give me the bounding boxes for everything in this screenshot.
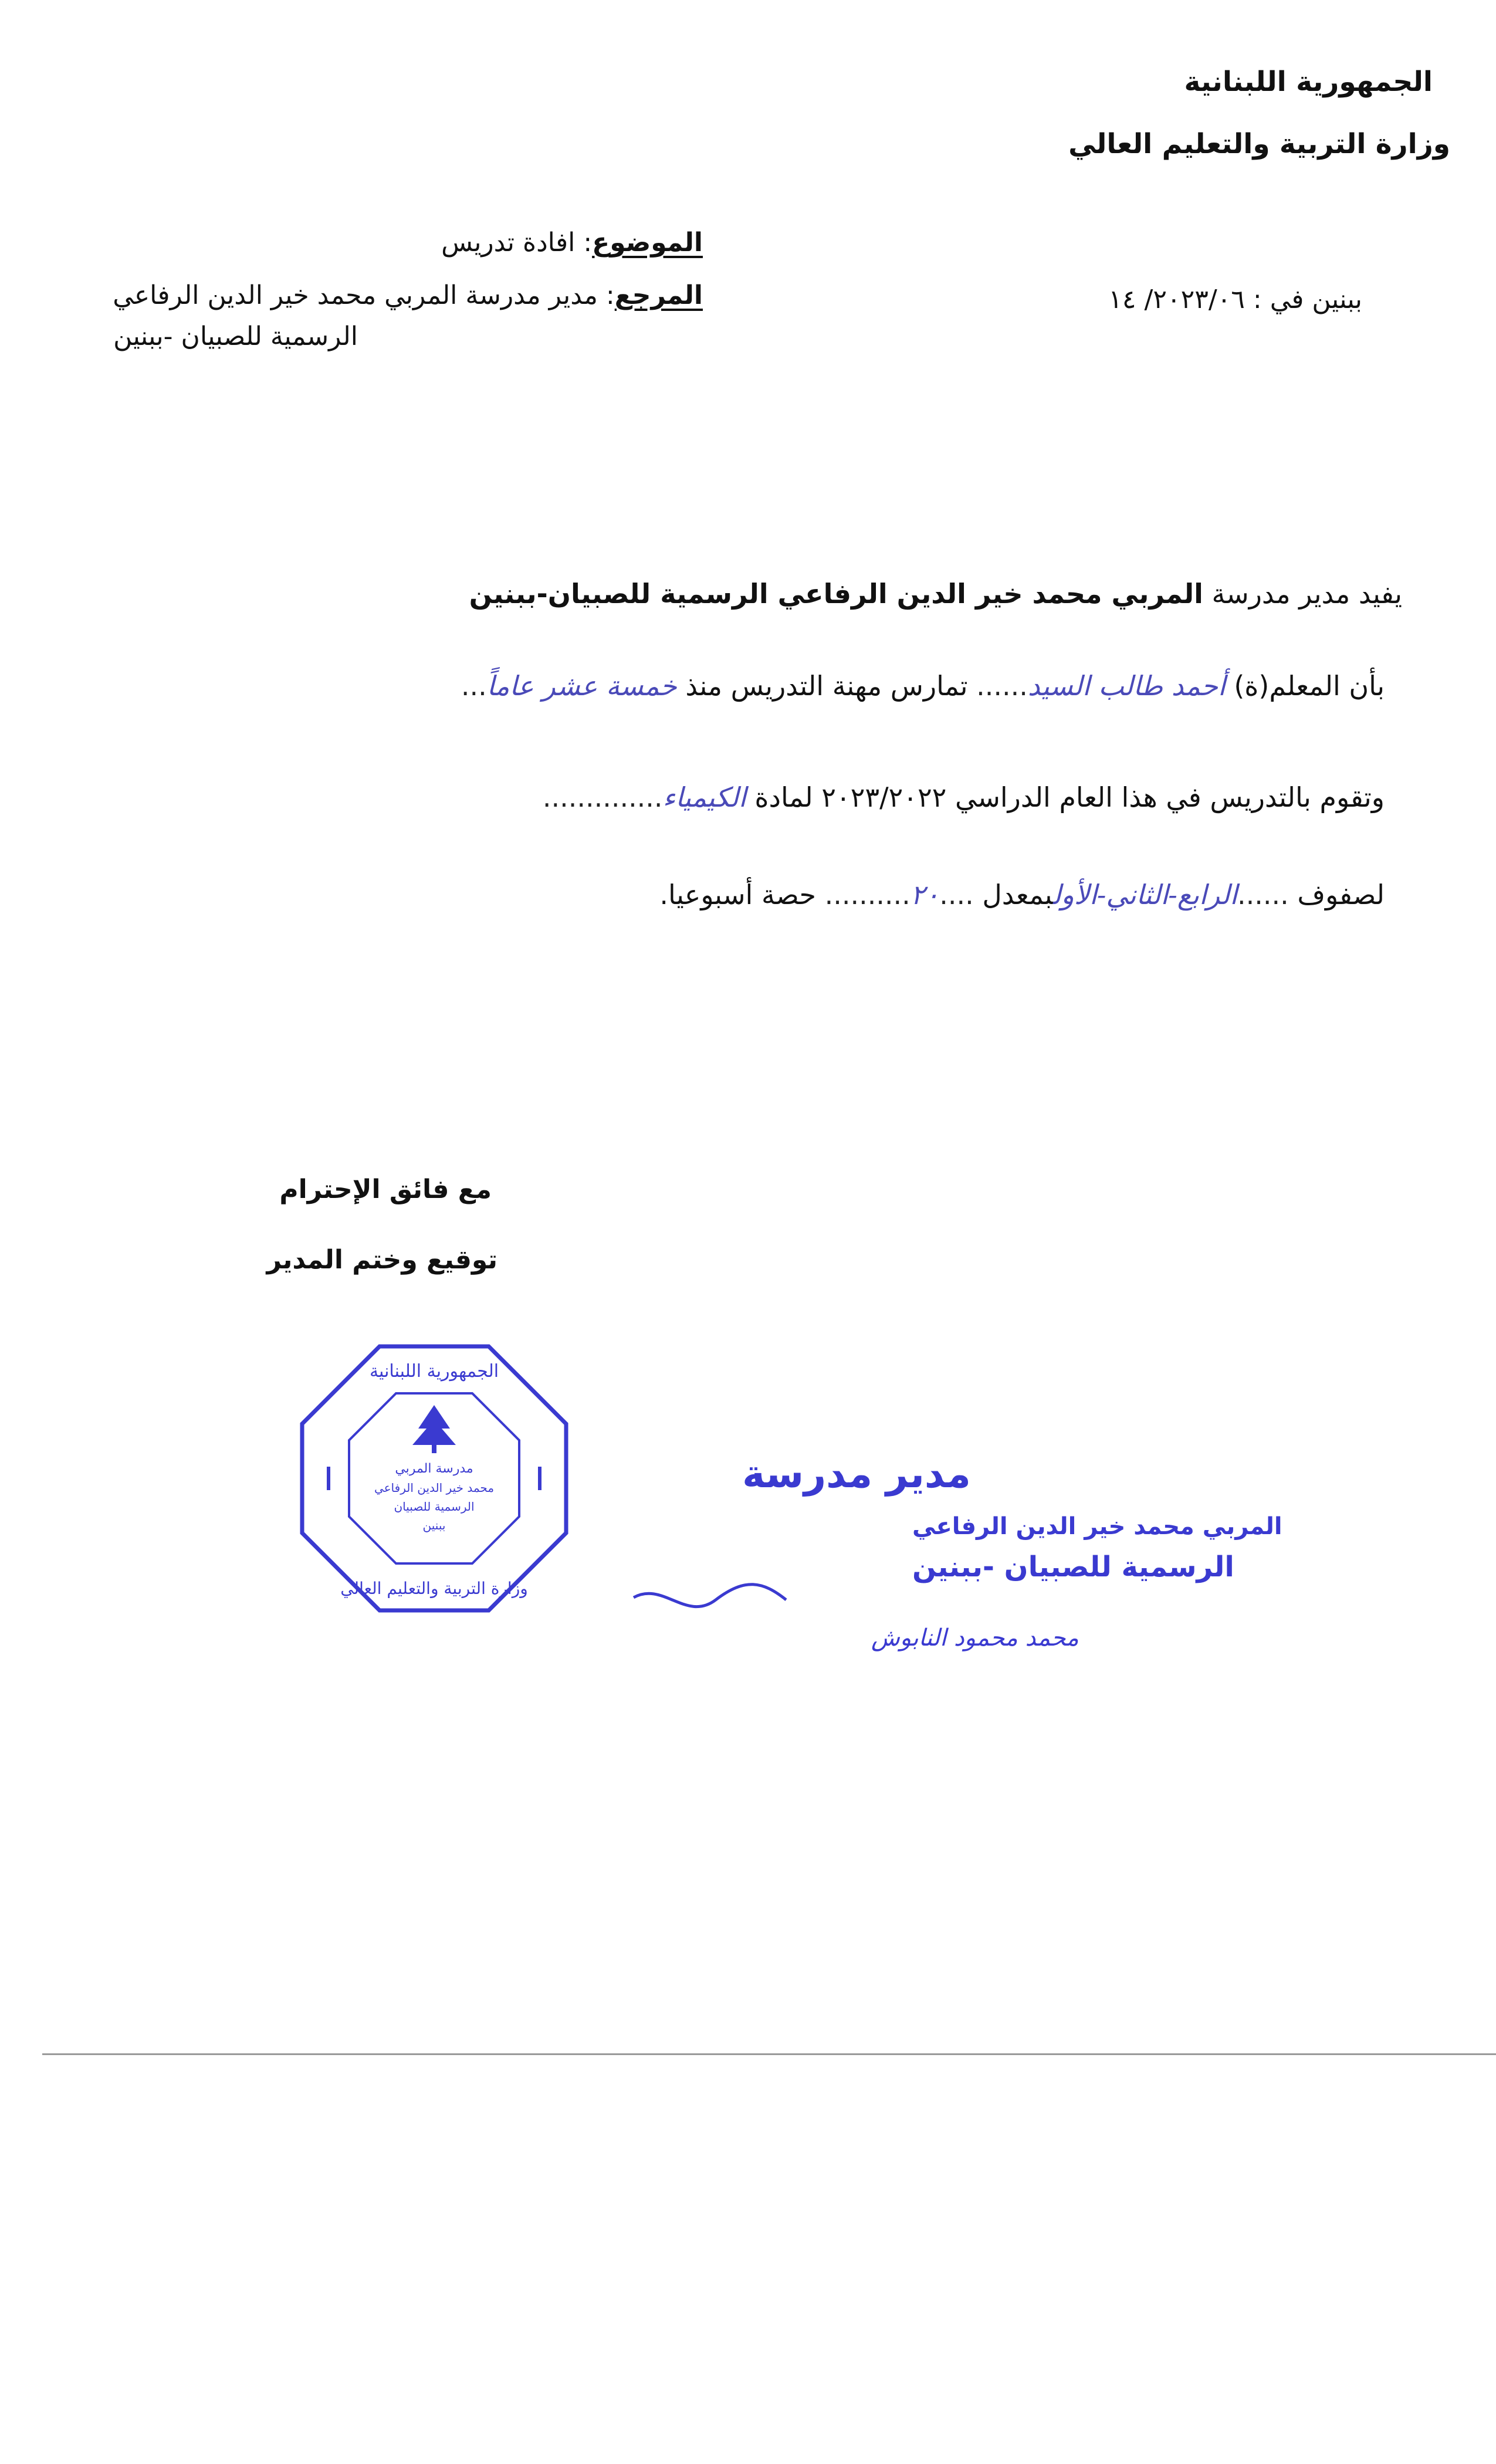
director-stamp: [551, 1446, 1282, 1669]
director-stamp-line2: المربي محمد خير الدين الرفاعي: [912, 1513, 1282, 1540]
signature-label: توقيع وختم المدير: [266, 1245, 497, 1275]
country-name: الجمهورية اللبنانية: [1184, 66, 1433, 98]
reference-line: المرجع: مدير مدرسة المربي محمد خير الدين الرفاعي: [113, 280, 703, 310]
subject-handwritten: الكيمياء: [662, 781, 746, 813]
hours-handwritten: ٢٠: [910, 879, 940, 911]
regards-text: مع فائق الإحترام: [279, 1175, 492, 1204]
subject-value: افادة تدريس: [441, 228, 576, 258]
weekly-hours-label: حصة أسبوعيا.: [659, 879, 816, 911]
stamp-ring-top: الجمهورية اللبنانية: [369, 1361, 499, 1382]
bottom-divider: [42, 2053, 1496, 2055]
dots: ..........: [824, 879, 911, 911]
reference-value-line2: الرسمية للصبيان -ببنين: [113, 321, 358, 351]
stamp-inner-line3: الرسمية للصبيان: [394, 1500, 475, 1514]
subject-label: الموضوع: [592, 228, 703, 258]
body-line-3: [543, 781, 1385, 813]
body-line-2: [461, 670, 1385, 702]
reference-label: المرجع: [614, 280, 703, 310]
dots: ...: [461, 670, 487, 702]
official-stamp: [296, 1341, 572, 1616]
subject-year-label: وتقوم بالتدريس في هذا العام الدراسي ٢٠٢٣/٢٠٢٢ لمادة: [754, 781, 1385, 813]
school-name: المربي محمد خير الدين الرفاعي الرسمية للصبيان-ببنين: [469, 578, 1203, 610]
dots: ......: [976, 670, 1028, 702]
classes-label: لصفوف: [1297, 879, 1385, 911]
teaching-since-label: تمارس مهنة التدريس منذ: [685, 670, 968, 702]
place-date: ببنين في : ٢٠٢٣/٠٦/ ١٤: [1108, 285, 1362, 314]
dots: ....: [939, 879, 974, 911]
ministry-name: وزارة التربية والتعليم العالي: [1068, 128, 1450, 160]
director-stamp-title: مدير مدرسة: [742, 1451, 971, 1497]
director-name: محمد محمود النابوش: [871, 1624, 1079, 1651]
body-line-1-prefix: يفيد مدير مدرسة: [1211, 578, 1402, 610]
stamp-inner-line1: مدرسة المربي: [395, 1461, 473, 1476]
cedar-tree-icon: [412, 1405, 456, 1453]
classes-handwritten: الرابع-الثاني-الأول: [1052, 879, 1238, 911]
body-line-4: [659, 879, 1385, 911]
dots: ..............: [542, 781, 663, 813]
dots: ......: [1237, 879, 1289, 911]
stamp-inner-line2: محمد خير الدين الرفاعي: [374, 1481, 495, 1495]
teacher-name-handwritten: أحمد طالب السيد: [1027, 670, 1226, 702]
stamp-ring-bottom: وزارة التربية والتعليم العالي: [340, 1579, 528, 1598]
teacher-label: بأن المعلم(ة): [1234, 670, 1385, 702]
body-line-1: [469, 578, 1402, 610]
rate-label: بمعدل: [982, 879, 1053, 911]
teaching-since-handwritten: خمسة عشر عاماً: [486, 670, 677, 702]
director-signature: [634, 1585, 786, 1607]
subject-line: الموضوع: افادة تدريس: [441, 228, 703, 258]
reference-value-line1: مدير مدرسة المربي محمد خير الدين الرفاعي: [113, 280, 598, 310]
director-stamp-line3: الرسمية للصبيان -ببنين: [912, 1551, 1234, 1583]
stamp-inner-line4: ببنين: [422, 1518, 446, 1532]
